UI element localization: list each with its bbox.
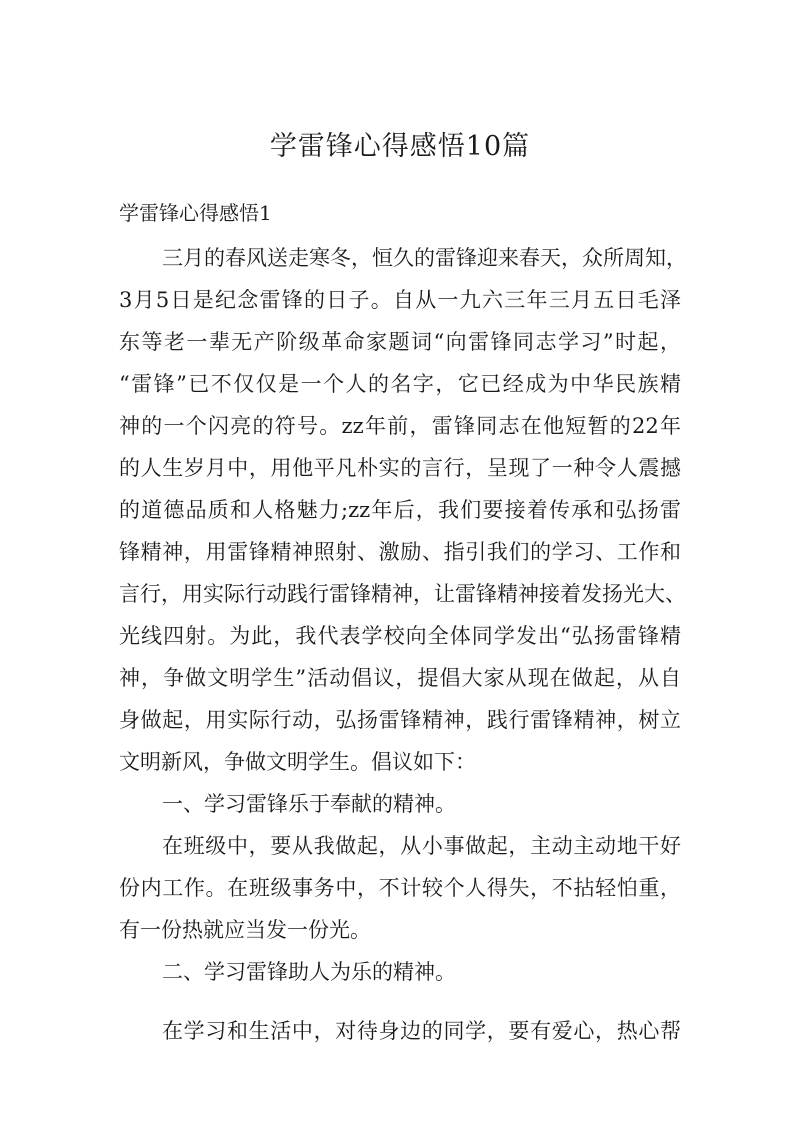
paragraph-line: 份内工作。在班级事务中，不计较个人得失，不拈轻怕重， [119,876,681,900]
paragraph-line: 在学习和生活中，对待身边的同学，要有爱心，热心帮 [162,1019,681,1043]
paragraph-line: 锋精神，用雷锋精神照射、激励、指引我们的学习、工作和 [119,540,681,564]
paragraph-line: 身做起，用实际行动，弘扬雷锋精神，践行雷锋精神，树立 [119,708,681,732]
paragraph-line: 言行，用实际行动践行雷锋精神，让雷锋精神接着发扬光大、 [119,582,686,606]
list-heading: 二、学习雷锋助人为乐的精神。 [162,960,456,984]
paragraph-line: 的道德品质和人格魅力;zz年后，我们要接着传承和弘扬雷 [119,498,681,522]
paragraph-line: 有一份热就应当发一份光。 [119,918,371,942]
paragraph-line: 3月5日是纪念雷锋的日子。自从一九六三年三月五日毛泽 [119,288,681,312]
paragraph-line: 神，争做文明学生”活动倡议，提倡大家从现在做起，从自 [119,666,681,690]
list-heading: 一、学习雷锋乐于奉献的精神。 [162,792,456,816]
paragraph-line: 光线四射。为此，我代表学校向全体同学发出“弘扬雷锋精 [119,624,681,648]
paragraph-line: 的人生岁月中，用他平凡朴实的言行，呈现了一种令人震撼 [119,456,681,480]
paragraph-line: 东等老一辈无产阶级革命家题词“向雷锋同志学习”时起， [119,330,681,354]
paragraph-line: “雷锋”已不仅仅是一个人的名字，它已经成为中华民族精 [119,372,681,396]
paragraph-line: 神的一个闪亮的符号。zz年前，雷锋同志在他短暂的22年 [119,414,681,438]
document-title: 学雷锋心得感悟10篇 [269,131,531,162]
paragraph-line: 文明新风，争做文明学生。倡议如下： [119,750,476,774]
section-heading: 学雷锋心得感悟1 [119,201,272,225]
paragraph-line: 在班级中，要从我做起，从小事做起，主动主动地干好 [162,834,681,858]
paragraph-line: 三月的春风送走寒冬，恒久的雷锋迎来春天，众所周知， [162,246,687,270]
